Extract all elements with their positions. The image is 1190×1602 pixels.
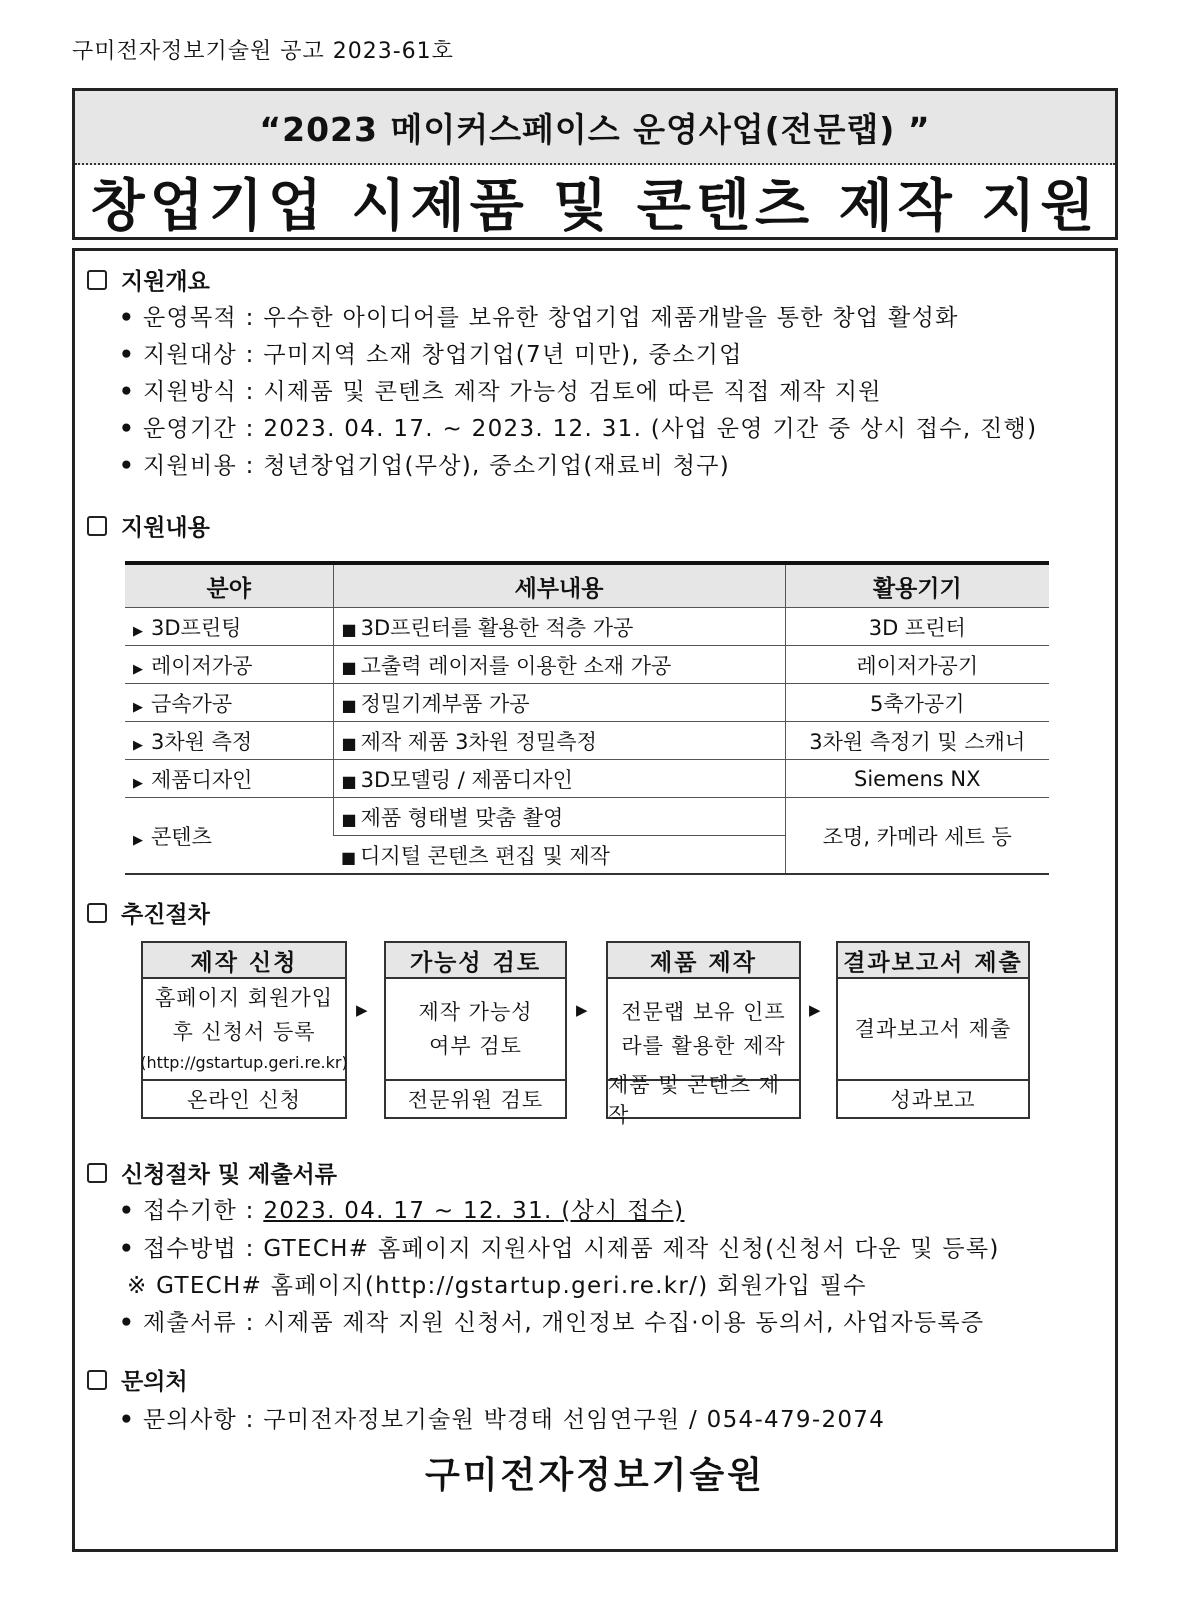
arrow-right-icon: ▶	[576, 1001, 588, 1019]
step-footer: 온라인 신청	[143, 1079, 345, 1117]
cell-field: ▶ 3차원 측정	[125, 722, 333, 760]
step-text: 후 신청서 등록	[172, 1020, 316, 1044]
section-contact	[87, 1363, 188, 1396]
triangle-icon: ▶	[133, 832, 143, 848]
list-item	[119, 299, 959, 332]
table-row	[125, 760, 1049, 798]
triangle-icon: ▶	[133, 661, 143, 677]
section-heading: 지원개요	[121, 269, 210, 295]
step-text: 전문랩 보유 인프	[621, 1000, 786, 1024]
triangle-icon: ▶	[133, 623, 143, 639]
table-row	[125, 722, 1049, 760]
square-bullet-icon: ■	[341, 847, 357, 867]
triangle-icon: ▶	[133, 775, 143, 791]
list-item-text: 제출서류 : 시제품 제작 지원 신청서, 개인정보 수집·이용 동의서, 사업자등록증	[143, 1310, 985, 1336]
process-step-review	[384, 941, 567, 1119]
step-title: 결과보고서 제출	[838, 943, 1028, 979]
list-item-text: 운영목적 : 우수한 아이디어를 보유한 창업기업 제품개발을 통한 창업 활성화	[143, 305, 959, 331]
list-item-text: 지원방식 : 시제품 및 콘텐츠 제작 가능성 검토에 따른 직접 제작 지원	[143, 379, 882, 405]
cell-equipment: 3D 프린터	[785, 608, 1049, 646]
process-step-apply	[141, 941, 347, 1119]
checkbox-icon	[87, 1370, 107, 1390]
list-item-text: 운영기간 : 2023. 04. 17. ~ 2023. 12. 31. (사업 운영 기간 중 상시 접수, 진행)	[143, 416, 1038, 442]
triangle-icon: ▶	[133, 737, 143, 753]
title-sub: “2023 메이커스페이스 운영사업(전문랩) ”	[75, 91, 1115, 165]
bullet-icon: •	[119, 416, 136, 442]
content-box	[72, 248, 1118, 1552]
list-item	[119, 1192, 684, 1225]
section-content	[87, 509, 210, 542]
cell-equipment: 레이저가공기	[785, 646, 1049, 684]
title-box	[72, 88, 1118, 240]
triangle-icon: ▶	[133, 699, 143, 715]
notice-number: 구미전자정보기술원 공고 2023-61호	[72, 39, 454, 64]
section-process	[87, 896, 210, 929]
process-step-report	[836, 941, 1030, 1119]
checkbox-icon	[87, 903, 107, 923]
step-text: 결과보고서 제출	[854, 1017, 1012, 1041]
square-bullet-icon: ■	[341, 733, 357, 753]
bullet-icon: •	[119, 1236, 136, 1262]
bullet-icon: •	[119, 305, 136, 331]
list-item	[119, 373, 882, 406]
section-heading: 지원내용	[121, 515, 210, 541]
process-step-production	[606, 941, 801, 1127]
cell-field: ▶ 레이저가공	[125, 646, 333, 684]
list-item-text: 문의사항 : 구미전자정보기술원 박경태 선임연구원 / 054-479-2074	[143, 1407, 886, 1433]
bullet-icon: •	[119, 379, 136, 405]
step-body	[838, 979, 1028, 1079]
cell-detail: ■ 3D모델링 / 제품디자인	[333, 760, 785, 798]
support-table	[125, 561, 1049, 875]
list-item	[119, 1230, 1000, 1263]
cell-field: ▶ 금속가공	[125, 684, 333, 722]
section-heading: 문의처	[121, 1369, 188, 1395]
step-footer: 제품 및 콘텐츠 제작	[608, 1079, 799, 1117]
arrow-right-icon: ▶	[356, 1001, 368, 1019]
step-text: 라를 활용한 제작	[621, 1034, 786, 1058]
list-item	[119, 1304, 984, 1337]
square-bullet-icon: ■	[341, 809, 357, 829]
table-header-row	[125, 563, 1049, 608]
square-bullet-icon: ■	[341, 619, 357, 639]
list-item	[119, 336, 743, 369]
step-title: 제작 신청	[143, 943, 345, 979]
step-title: 가능성 검토	[386, 943, 565, 979]
checkbox-icon	[87, 270, 107, 290]
cell-equipment: 5축가공기	[785, 684, 1049, 722]
checkbox-icon	[87, 1163, 107, 1183]
cell-field: ▶ 3D프린팅	[125, 608, 333, 646]
step-footer: 전문위원 검토	[386, 1079, 565, 1117]
bullet-icon: •	[119, 1310, 136, 1336]
bullet-icon: •	[119, 453, 136, 479]
table-row	[125, 646, 1049, 684]
square-bullet-icon: ■	[341, 657, 357, 677]
step-text: 여부 검토	[429, 1034, 522, 1058]
bullet-icon: •	[119, 1198, 136, 1224]
header-field: 분야	[125, 563, 333, 608]
square-bullet-icon: ■	[341, 695, 357, 715]
deadline-value: 2023. 04. 17 ~ 12. 31. (상시 접수)	[263, 1198, 685, 1224]
note-text: ※ GTECH# 홈페이지(http://gstartup.geri.re.kr/) 회원가입 필수	[127, 1273, 867, 1299]
title-main: 창업기업 시제품 및 콘텐츠 제작 지원	[90, 174, 1100, 239]
section-apply	[87, 1156, 337, 1189]
cell-detail: ■ 제작 제품 3차원 정밀측정	[333, 722, 785, 760]
list-item-text: 접수기한 :	[143, 1198, 264, 1224]
note	[127, 1267, 867, 1300]
list-item	[119, 410, 1037, 443]
list-item-text: 접수방법 : GTECH# 홈페이지 지원사업 시제품 제작 신청(신청서 다운 및 등록)	[143, 1236, 1000, 1262]
cell-equipment: Siemens NX	[785, 760, 1049, 798]
cell-detail: ■ 디지털 콘텐츠 편집 및 제작	[333, 836, 785, 875]
cell-equipment: 조명, 카메라 세트 등	[785, 798, 1049, 875]
list-item-text: 지원비용 : 청년창업기업(무상), 중소기업(재료비 청구)	[143, 453, 731, 479]
cell-field: ▶ 제품디자인	[125, 760, 333, 798]
organization-name: 구미전자정보기술원	[425, 1455, 765, 1496]
table-row	[125, 798, 1049, 836]
cell-detail: ■ 정밀기계부품 가공	[333, 684, 785, 722]
bullet-icon: •	[119, 1407, 136, 1433]
cell-detail: ■ 3D프린터를 활용한 적층 가공	[333, 608, 785, 646]
step-text: 홈페이지 회원가입	[155, 986, 333, 1010]
step-footer: 성과보고	[838, 1079, 1028, 1117]
cell-field: ▶ 콘텐츠	[125, 798, 333, 875]
cell-equipment: 3차원 측정기 및 스캐너	[785, 722, 1049, 760]
list-item	[119, 1401, 885, 1434]
section-heading: 신청절차 및 제출서류	[121, 1162, 337, 1188]
table-row	[125, 608, 1049, 646]
step-url: (http://gstartup.geri.re.kr)	[140, 1053, 348, 1072]
section-overview	[87, 263, 210, 296]
header-equipment: 활용기기	[785, 563, 1049, 608]
bullet-icon: •	[119, 342, 136, 368]
header-detail: 세부내용	[333, 563, 785, 608]
step-body	[608, 979, 799, 1079]
cell-detail: ■ 고출력 레이저를 이용한 소재 가공	[333, 646, 785, 684]
step-title: 제품 제작	[608, 943, 799, 979]
section-heading: 추진절차	[121, 902, 210, 928]
table-row	[125, 684, 1049, 722]
step-body	[140, 979, 348, 1079]
step-body	[386, 979, 565, 1079]
arrow-right-icon: ▶	[809, 1001, 821, 1019]
list-item-text: 지원대상 : 구미지역 소재 창업기업(7년 미만), 중소기업	[143, 342, 743, 368]
cell-detail: ■ 제품 형태별 맞춤 촬영	[333, 798, 785, 836]
checkbox-icon	[87, 516, 107, 536]
step-text: 제작 가능성	[418, 1000, 533, 1024]
list-item	[119, 447, 730, 480]
square-bullet-icon: ■	[341, 771, 357, 791]
